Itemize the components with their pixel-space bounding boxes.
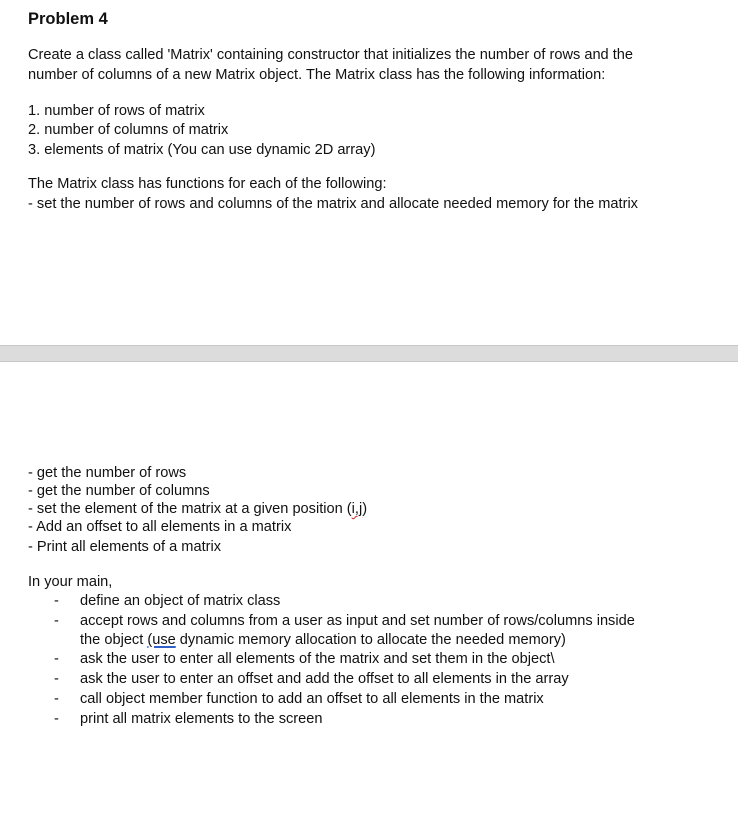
info-item-elements: 3. elements of matrix (You can use dynamic 2D array) xyxy=(28,142,376,158)
page-separator xyxy=(0,345,738,362)
set-element-suffix: ) xyxy=(362,501,368,517)
functions-intro: The Matrix class has functions for each of the following: xyxy=(28,176,387,192)
step-enter-elements: ask the user to enter all elements of the matrix and set them in the object\ xyxy=(80,651,555,667)
step-enter-offset: ask the user to enter an offset and add the offset to all elements in the array xyxy=(80,671,569,687)
function-item-print: - Print all elements of a matrix xyxy=(28,539,222,555)
intro-line-2: number of columns of a new Matrix object. The Matrix class has the following information: xyxy=(28,67,606,83)
list-item xyxy=(0,710,738,730)
info-item-rows: 1. number of rows of matrix xyxy=(28,103,205,119)
list-item xyxy=(0,650,738,670)
list-item xyxy=(0,612,738,632)
function-item-set-element xyxy=(28,500,367,518)
main-section-title: In your main, xyxy=(28,574,113,590)
set-element-prefix: - set the element of the matrix at a given position ( xyxy=(28,501,352,517)
continuation-prefix: the object xyxy=(80,632,148,648)
function-item-get-rows: - get the number of rows xyxy=(28,465,187,481)
function-item-add-offset: - Add an offset to all elements in a matrix xyxy=(28,519,292,535)
function-item-set-size: - set the number of rows and columns of the matrix and allocate needed memory for the matrix xyxy=(28,196,638,212)
step-print-elements: print all matrix elements to the screen xyxy=(80,711,323,727)
list-item xyxy=(0,592,738,612)
intro-line-1: Create a class called 'Matrix' containing constructor that initializes the number of rows and the xyxy=(28,47,634,63)
step-define-object: define an object of matrix class xyxy=(80,593,281,609)
step-call-add-offset: call object member function to add an offset to all elements in the matrix xyxy=(80,691,544,707)
document-page-top xyxy=(0,0,738,345)
list-item xyxy=(0,670,738,690)
list-item-continuation xyxy=(0,631,738,651)
dash-bullet: - xyxy=(54,613,59,629)
dash-bullet: - xyxy=(54,671,59,687)
dash-bullet: - xyxy=(54,711,59,727)
dash-bullet: - xyxy=(54,691,59,707)
document-page-bottom xyxy=(0,362,738,818)
function-item-get-columns: - get the number of columns xyxy=(28,483,210,499)
dash-bullet: - xyxy=(54,593,59,609)
dash-bullet: - xyxy=(54,651,59,667)
problem-heading: Problem 4 xyxy=(28,10,108,28)
step-accept-rows-columns: accept rows and columns from a user as input and set number of rows/columns inside xyxy=(80,613,635,629)
list-item xyxy=(0,690,738,710)
info-item-columns: 2. number of columns of matrix xyxy=(28,122,229,138)
grammar-flagged-text[interactable]: (use xyxy=(147,632,176,648)
step-accept-rows-columns-continued xyxy=(80,631,566,650)
spellcheck-flagged-text[interactable]: i,j xyxy=(351,501,363,517)
continuation-suffix: dynamic memory allocation to allocate the needed memory) xyxy=(175,632,566,648)
